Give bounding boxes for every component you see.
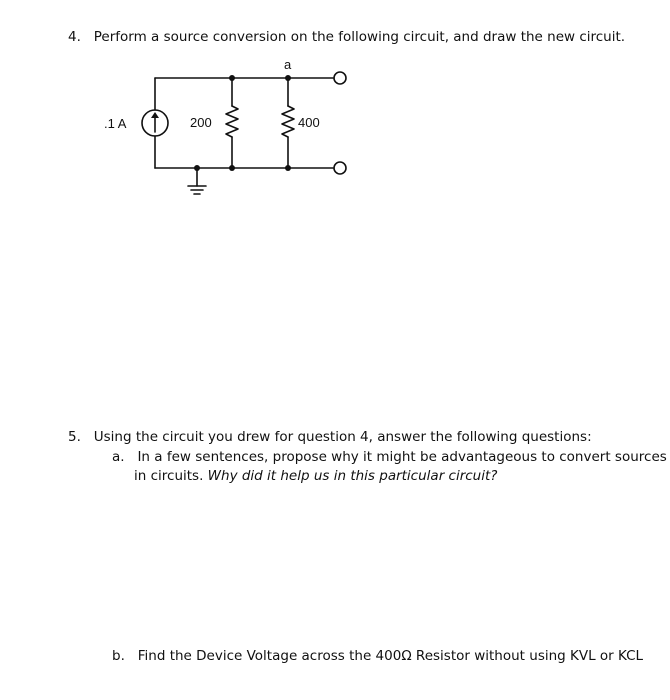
resistor-400-label: 400 xyxy=(298,115,320,130)
junction-dot xyxy=(229,75,235,81)
question-5b-text: Find the Device Voltage across the 400Ω Resistor without using KVL or KCL xyxy=(137,648,644,664)
resistor-200-symbol xyxy=(226,106,238,137)
node-label-a: a xyxy=(284,57,292,72)
question-5a-line2-plain: in circuits. xyxy=(134,468,208,484)
question-5-text: Using the circuit you drew for question 4, answer the following questions: xyxy=(93,429,592,445)
question-5a xyxy=(112,448,667,466)
junction-dot xyxy=(285,165,291,171)
question-5a-letter: a. xyxy=(112,449,134,465)
resistor-200-label: 200 xyxy=(190,115,212,130)
junction-dot xyxy=(285,75,291,81)
junction-dot xyxy=(194,165,200,171)
question-5a-continued xyxy=(134,467,497,485)
question-5a-line2-italic: Why did it help us in this particular circuit? xyxy=(207,468,498,484)
terminal-bottom xyxy=(334,162,346,174)
question-5-number: 5. xyxy=(68,429,90,445)
question-5b xyxy=(112,647,643,665)
question-5a-line1: In a few sentences, propose why it might be advantageous to convert sources xyxy=(137,449,667,465)
junction-dot xyxy=(229,165,235,171)
resistor-400-symbol xyxy=(282,106,294,137)
question-4-number: 4. xyxy=(68,29,90,45)
question-4-text: Perform a source conversion on the following circuit, and draw the new circuit. xyxy=(93,29,626,45)
current-source-arrowhead xyxy=(151,112,159,118)
question-5 xyxy=(68,428,592,446)
terminal-top xyxy=(334,72,346,84)
question-5b-letter: b. xyxy=(112,648,134,664)
current-source-label: .1 A xyxy=(104,116,127,131)
